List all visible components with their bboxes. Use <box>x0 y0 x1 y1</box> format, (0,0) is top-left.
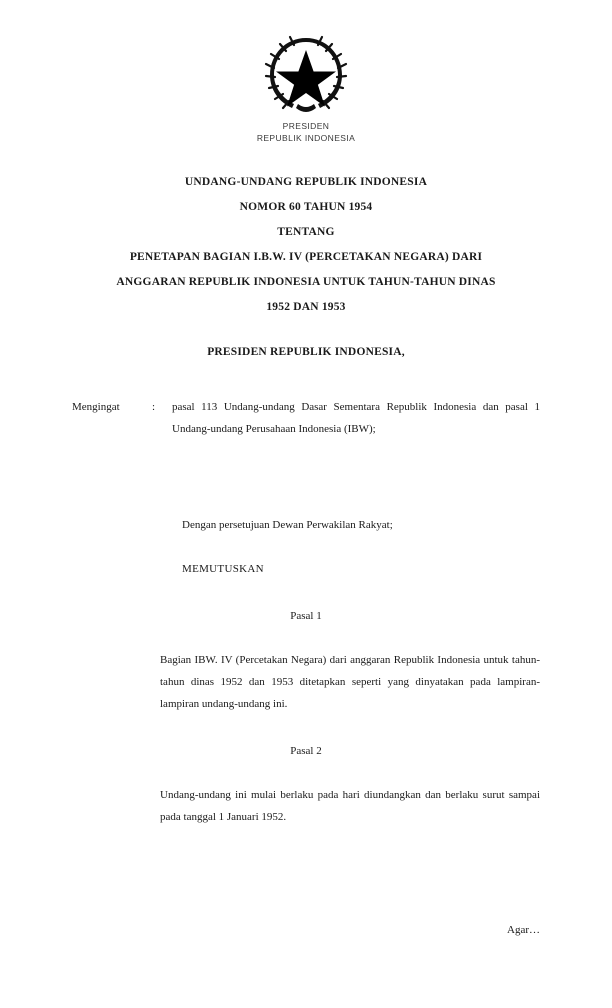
continuation-note: Agar… <box>507 924 540 936</box>
clause-colon: : <box>152 401 156 413</box>
title-line-4: PENETAPAN BAGIAN I.B.W. IV (PERCETAKAN NEGARA) DARI <box>129 251 483 263</box>
clause-label: Mengingat <box>72 401 120 413</box>
article-2-heading: Pasal 2 <box>290 745 322 757</box>
title-line-1: UNDANG-UNDANG REPUBLIK INDONESIA <box>184 176 428 188</box>
clause-text: pasal 113 Undang-undang Dasar Sementara Republik Indonesia dan pasal 1 Undang-undang Perusahaan Indonesia (IBW); <box>172 401 540 435</box>
decide-heading: MEMUTUSKAN <box>182 563 264 575</box>
article-2-body: Undang-undang ini mulai berlaku pada hari diundangkan dan berlaku surut sampai pada tanggal 1 Januari 1952. <box>160 789 540 823</box>
title-line-2: NOMOR 60 TAHUN 1954 <box>239 201 373 213</box>
article-1-body: Bagian IBW. IV (Percetakan Negara) dari anggaran Republik Indonesia untuk tahun-tahun dinas 1952 dan 1953 ditetapkan seperti yang dinyatakan pada lampiran-lampiran undang-undang ini. <box>160 654 540 710</box>
emblem-caption-line1: PRESIDEN <box>282 121 330 131</box>
emblem-caption-line2: REPUBLIK INDONESIA <box>256 133 356 143</box>
garuda-star-emblem-icon <box>258 30 354 116</box>
approval-statement: Dengan persetujuan Dewan Perwakilan Rakyat; <box>182 519 393 531</box>
article-1-heading: Pasal 1 <box>290 610 322 622</box>
title-line-3: TENTANG <box>277 226 335 238</box>
title-line-5: ANGGARAN REPUBLIK INDONESIA UNTUK TAHUN-TAHUN DINAS <box>116 276 496 288</box>
title-line-6: 1952 DAN 1953 <box>266 301 346 313</box>
document-title <box>72 170 540 320</box>
issuing-institution: PRESIDEN REPUBLIK INDONESIA, <box>207 346 405 358</box>
emblem-block <box>72 30 540 144</box>
considering-clause <box>72 396 540 440</box>
emblem-caption <box>72 120 540 144</box>
